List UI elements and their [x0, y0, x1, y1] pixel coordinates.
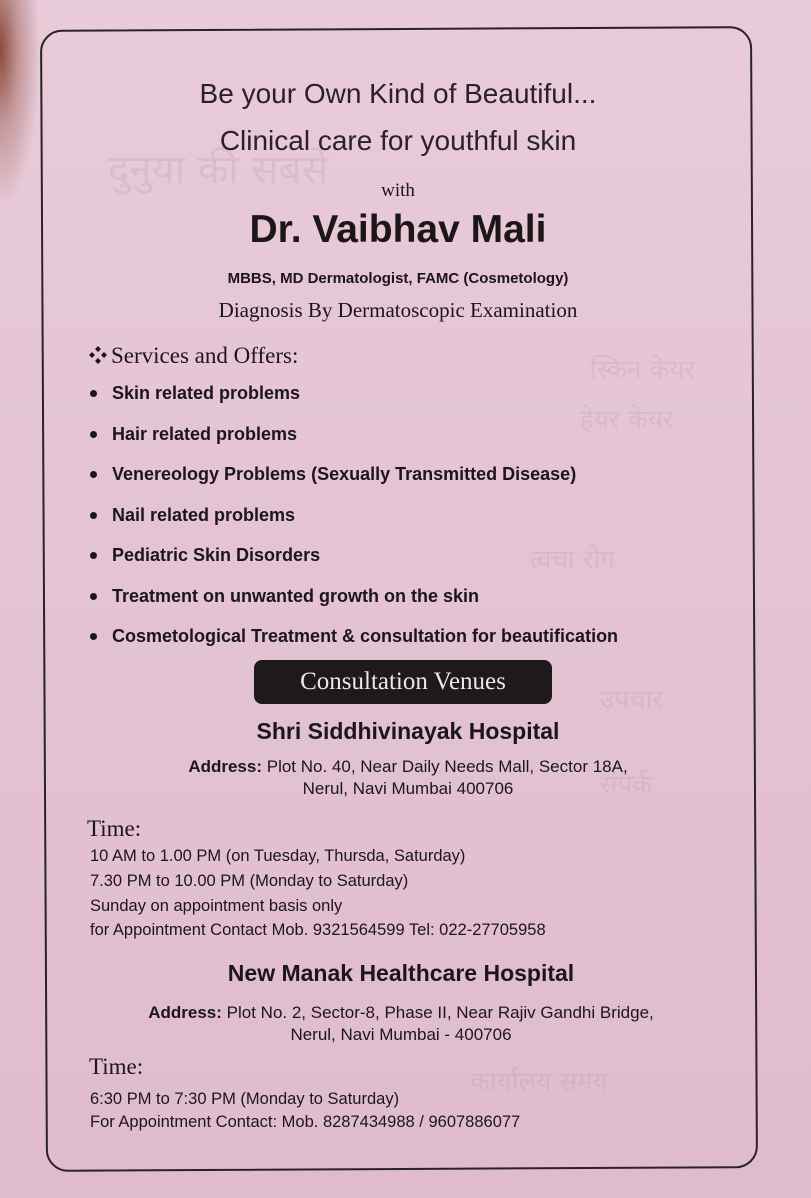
doctor-name: Dr. Vaibhav Mali: [249, 208, 547, 251]
show-through-text: त्वचा रोग: [530, 545, 615, 575]
venue-2-contact: For Appointment Contact: Mob. 8287434988 / 9607886077: [90, 1113, 521, 1131]
venue-1-time-label: Time:: [87, 816, 142, 841]
show-through-text: कार्यालय समय: [470, 1067, 608, 1097]
four-diamonds-icon: [88, 345, 108, 365]
bullet-icon: [90, 512, 97, 519]
venue-1-timing: Sunday on appointment basis only: [90, 897, 343, 915]
venue-2-address-line-2: Nerul, Navi Mumbai - 400706: [290, 1025, 512, 1044]
services-heading-text: Services and Offers:: [111, 343, 299, 368]
service-item: Cosmetological Treatment & consultation for beautification: [88, 624, 618, 665]
diagnosis-line: Diagnosis By Dermatoscopic Examination: [218, 298, 578, 322]
bullet-icon: [90, 593, 97, 600]
services-list: [88, 381, 618, 665]
venue-1-contact: for Appointment Contact Mob. 9321564599 Tel: 022-27705958: [90, 921, 546, 939]
venue-1-address: Address: Plot No. 40, Near Daily Needs Mall, Sector 18A,: [188, 757, 628, 776]
bullet-icon: [90, 390, 97, 397]
services-heading: [88, 343, 298, 369]
venue-1-address-line-2: Nerul, Navi Mumbai 400706: [302, 779, 514, 798]
tagline-primary: Be your Own Kind of Beautiful...: [199, 78, 597, 109]
bullet-icon: [90, 471, 97, 478]
show-through-text: स्किन केयर: [590, 355, 696, 385]
service-item: Skin related problems: [88, 381, 618, 422]
tagline-secondary: Clinical care for youthful skin: [219, 125, 577, 156]
venue-2-address: Address: Plot No. 2, Sector-8, Phase II, Near Rajiv Gandhi Bridge,: [148, 1003, 654, 1022]
venue-1-timing: 7.30 PM to 10.00 PM (Monday to Saturday): [90, 872, 409, 890]
venue-1-name: Shri Siddhivinayak Hospital: [256, 718, 560, 744]
venue-1-timing: 10 AM to 1.00 PM (on Tuesday, Thursda, Saturday): [90, 847, 466, 865]
edge-shadow: [0, 0, 38, 200]
service-item: Hair related problems: [88, 422, 618, 463]
service-item: Pediatric Skin Disorders: [88, 543, 618, 584]
consultation-venues-badge: Consultation Venues: [254, 660, 552, 704]
venue-2-name: New Manak Healthcare Hospital: [227, 960, 575, 986]
venue-2-time-label: Time:: [89, 1054, 144, 1079]
service-item: Nail related problems: [88, 503, 618, 544]
show-through-text: उपचार: [600, 685, 663, 715]
show-through-text: दुनुया की सबसे: [108, 147, 329, 193]
bullet-icon: [90, 431, 97, 438]
doctor-qualifications: MBBS, MD Dermatologist, FAMC (Cosmetology): [227, 270, 569, 287]
service-item: Venereology Problems (Sexually Transmitted Disease): [88, 462, 618, 503]
service-item: Treatment on unwanted growth on the skin: [88, 584, 618, 625]
with-label: with: [381, 180, 415, 201]
venue-2-timing: 6:30 PM to 7:30 PM (Monday to Saturday): [90, 1090, 400, 1108]
show-through-text: हेयर केयर: [580, 405, 674, 435]
show-through-text: संपर्क: [600, 770, 653, 800]
bullet-icon: [90, 633, 97, 640]
bullet-icon: [90, 552, 97, 559]
